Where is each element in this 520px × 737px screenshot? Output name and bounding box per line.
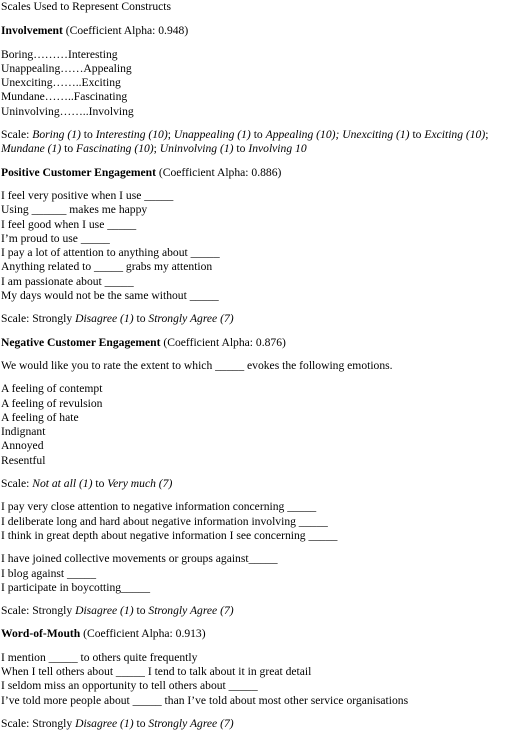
word-of-mouth-alpha: (Coefficient Alpha: 0.913)	[80, 627, 206, 641]
positive-engagement-item: I pay a lot of attention to anything about _____	[1, 246, 220, 260]
positive-engagement-alpha: (Coefficient Alpha: 0.886)	[156, 165, 282, 179]
scale-high-anchor: Strongly Agree (7)	[148, 312, 234, 326]
involvement-scale-text	[1, 128, 488, 155]
scale-anchor: Mundane (1)	[1, 142, 62, 156]
scale-low-anchor: Disagree (1)	[75, 716, 134, 730]
scale-anchor: Exciting (10)	[424, 128, 486, 142]
scale-text: to	[133, 716, 149, 730]
positive-engagement-item: I feel good when I use _____	[1, 217, 137, 231]
emotion-item: Annoyed	[1, 439, 44, 453]
word-of-mouth-scale	[1, 717, 519, 731]
word-of-mouth-items	[1, 651, 519, 708]
scale-high-anchor: Strongly Agree (7)	[148, 716, 234, 730]
negative-engagement-item: I pay very close attention to negative information concerning _____	[1, 500, 317, 514]
negative-engagement-item: I participate in boycotting_____	[1, 580, 151, 594]
scale-text: to	[233, 142, 249, 156]
scale-anchor: Involving 10	[248, 142, 307, 156]
negative-engagement-scale-2	[1, 604, 519, 618]
word-of-mouth-item: When I tell others about _____ I tend to talk about it in great detail	[1, 664, 312, 678]
emotion-item: A feeling of revulsion	[1, 396, 103, 410]
scale-text: ;	[485, 128, 489, 142]
scale-text: Scale: Strongly	[1, 312, 76, 326]
scale-text: ;	[153, 142, 160, 156]
scale-anchor: Appealing (10); Unexciting (1)	[265, 128, 410, 142]
positive-engagement-scale	[1, 312, 519, 326]
scale-low-anchor: Not at all (1)	[32, 477, 93, 491]
involvement-heading	[1, 24, 519, 38]
involvement-scale	[1, 128, 519, 157]
scale-high-anchor: Strongly Agree (7)	[148, 604, 234, 618]
emotion-item: Resentful	[1, 453, 46, 467]
scale-low-anchor: Disagree (1)	[75, 312, 134, 326]
scale-anchor: Fascinating (10)	[76, 142, 154, 156]
negative-engagement-alpha: (Coefficient Alpha: 0.876)	[160, 335, 286, 349]
word-of-mouth-heading	[1, 627, 519, 641]
positive-engagement-heading-label: Positive Customer Engagement	[1, 165, 156, 179]
emotion-item: A feeling of hate	[1, 410, 79, 424]
positive-engagement-item: I am passionate about _____	[1, 274, 134, 288]
scale-text: to	[61, 142, 77, 156]
positive-engagement-heading	[1, 166, 519, 180]
scale-text: to	[133, 604, 149, 618]
scale-anchor: Uninvolving (1)	[159, 142, 234, 156]
negative-engagement-items-cognitive	[1, 500, 519, 543]
positive-engagement-item: Using ______ makes me happy	[1, 203, 148, 217]
involvement-scale-prefix: Scale:	[1, 128, 33, 142]
scale-text: ;	[167, 128, 174, 142]
scale-text: to	[92, 477, 108, 491]
negative-engagement-heading	[1, 336, 519, 350]
scale-text: Scale:	[1, 477, 33, 491]
involvement-heading-label: Involvement	[1, 24, 63, 38]
word-of-mouth-heading-label: Word-of-Mouth	[1, 627, 81, 641]
positive-engagement-item: Anything related to _____ grabs my attention	[1, 260, 213, 274]
positive-engagement-item: My days would not be the same without _____	[1, 289, 219, 303]
negative-engagement-items-behavioral	[1, 552, 519, 595]
negative-engagement-heading-label: Negative Customer Engagement	[1, 335, 161, 349]
scale-text: to	[250, 128, 266, 142]
scale-high-anchor: Very much (7)	[107, 477, 173, 491]
scale-low-anchor: Disagree (1)	[75, 604, 134, 618]
scale-text: Scale: Strongly	[1, 604, 76, 618]
emotion-item: A feeling of contempt	[1, 382, 103, 396]
involvement-item: Boring………Interesting	[1, 47, 118, 61]
scale-text: to	[80, 128, 96, 142]
involvement-item: Uninvolving……..Involving	[1, 104, 134, 118]
involvement-items	[1, 48, 519, 119]
scale-text: to	[133, 312, 149, 326]
scale-anchor: Boring (1)	[32, 128, 81, 142]
negative-engagement-item: I blog against _____	[1, 566, 96, 580]
negative-engagement-scale	[1, 477, 519, 491]
word-of-mouth-item: I seldom miss an opportunity to tell others about _____	[1, 679, 258, 693]
involvement-item: Mundane……..Fascinating	[1, 90, 128, 104]
negative-engagement-emotions	[1, 382, 519, 468]
scale-text: to	[409, 128, 425, 142]
involvement-alpha: (Coefficient Alpha: 0.948)	[62, 24, 189, 38]
negative-engagement-item: I think in great depth about negative information I see concerning _____	[1, 528, 338, 542]
positive-engagement-items	[1, 189, 519, 303]
document-title: Scales Used to Represent Constructs	[1, 0, 172, 13]
word-of-mouth-item: I’ve told more people about _____ than I’ve told about most other service organisations	[1, 693, 409, 707]
positive-engagement-item: I feel very positive when I use _____	[1, 188, 174, 202]
emotion-item: Indignant	[1, 425, 46, 439]
involvement-item: Unexciting……..Exciting	[1, 76, 121, 90]
scale-text: Scale: Strongly	[1, 716, 76, 730]
positive-engagement-item: I’m proud to use _____	[1, 231, 110, 245]
involvement-item: Unappealing……Appealing	[1, 61, 132, 75]
negative-engagement-item: I have joined collective movements or groups against_____	[1, 552, 278, 566]
scale-anchor: Unappealing (1)	[173, 128, 251, 142]
negative-engagement-item: I deliberate long and hard about negative information involving _____	[1, 514, 328, 528]
negative-engagement-intro: We would like you to rate the extent to which _____ evokes the following emotions.	[1, 358, 393, 372]
scale-anchor: Interesting (10)	[95, 128, 168, 142]
word-of-mouth-item: I mention _____ to others quite frequently	[1, 650, 198, 664]
